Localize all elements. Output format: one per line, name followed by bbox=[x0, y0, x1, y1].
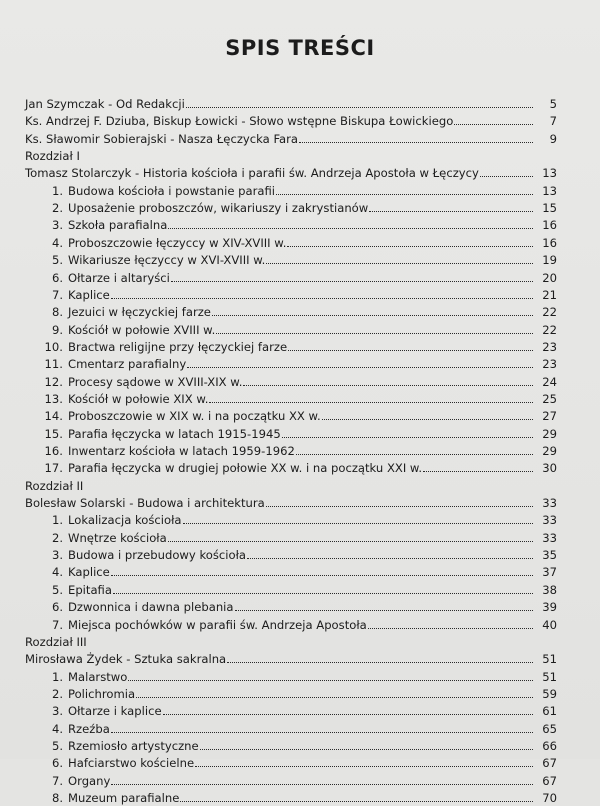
chapter-author-title: Bolesław Solarski - Budowa i architektura bbox=[25, 496, 265, 511]
subentry-page: 22 bbox=[542, 305, 557, 320]
dot-leader bbox=[200, 738, 533, 750]
subentry-number: 17. bbox=[44, 461, 63, 476]
subentry-page: 61 bbox=[542, 704, 557, 719]
dot-leader bbox=[168, 217, 533, 229]
chapter-author-title: Mirosława Żydek - Sztuka sakralna bbox=[25, 652, 227, 667]
subentry-page: 38 bbox=[542, 582, 557, 597]
toc-subentry bbox=[0, 374, 600, 390]
subentry-page: 25 bbox=[542, 391, 557, 406]
subentry-title: Uposażenie proboszczów, wikariuszy i zakrystianów bbox=[68, 201, 369, 216]
subentry-title: Proboszczowie w XIX w. i na początku XX w. bbox=[68, 409, 321, 424]
subentry-page: 40 bbox=[542, 617, 557, 632]
chapter-author-title: Tomasz Stolarczyk - Historia kościoła i parafii św. Andrzeja Apostoła w Łęczycy bbox=[25, 166, 479, 181]
toc-subentry bbox=[0, 183, 600, 199]
subentry-page: 33 bbox=[542, 530, 557, 545]
subentry-number: 7. bbox=[51, 773, 63, 788]
subentry-title: Ołtarze i altaryści bbox=[68, 270, 170, 285]
toc-subentry bbox=[0, 339, 600, 355]
toc-subentry bbox=[0, 356, 600, 372]
subentry-number: 8. bbox=[51, 305, 63, 320]
subentry-page: 27 bbox=[542, 409, 557, 424]
subentry-title: Lokalizacja kościoła bbox=[68, 513, 182, 528]
subentry-page: 39 bbox=[542, 600, 557, 615]
subentry-title: Rzemiosło artystyczne bbox=[68, 738, 199, 753]
subentry-number: 16. bbox=[44, 444, 63, 458]
toc-subentry bbox=[0, 270, 600, 286]
toc-subentry bbox=[0, 287, 600, 303]
subentry-title: Bractwa religijne przy łęczyckiej farze bbox=[68, 339, 288, 354]
subentry-number: 6. bbox=[51, 600, 63, 615]
subentry-title: Wnętrze kościoła bbox=[68, 530, 167, 545]
toc-subentry bbox=[0, 738, 600, 754]
subentry-title: Polichromia bbox=[68, 686, 136, 701]
dot-leader bbox=[111, 287, 533, 299]
subentry-page: 67 bbox=[542, 773, 557, 788]
subentry-page: 51 bbox=[542, 669, 557, 684]
toc-entry bbox=[0, 113, 600, 129]
toc-subentry bbox=[0, 391, 600, 407]
subentry-page: 66 bbox=[542, 738, 557, 753]
subentry-title: Rzeźba bbox=[68, 721, 110, 736]
dot-leader bbox=[111, 564, 533, 576]
chapter-title-row bbox=[0, 495, 600, 511]
toc-subentry bbox=[0, 304, 600, 320]
toc-subentry bbox=[0, 617, 600, 633]
subentry-number: 5. bbox=[51, 582, 63, 597]
subentry-number: 9. bbox=[51, 322, 63, 337]
toc-subentry bbox=[0, 599, 600, 615]
subentry-page: 70 bbox=[542, 791, 557, 805]
dot-leader bbox=[180, 790, 533, 802]
entry-title: Ks. Andrzej F. Dziuba, Biskup Łowicki - Słowo wstępne Biskupa Łowickiego bbox=[25, 114, 454, 129]
subentry-number: 4. bbox=[51, 565, 63, 580]
chapter-heading-row bbox=[0, 478, 600, 494]
subentry-number: 1. bbox=[51, 183, 63, 198]
toc-subentry bbox=[0, 790, 600, 806]
subentry-page: 65 bbox=[542, 721, 557, 736]
subentry-page: 35 bbox=[542, 548, 557, 563]
chapter-heading-row bbox=[0, 634, 600, 650]
subentry-number: 7. bbox=[51, 617, 63, 632]
subentry-number: 7. bbox=[51, 287, 63, 302]
subentry-page: 16 bbox=[542, 235, 557, 250]
dot-leader bbox=[288, 339, 533, 351]
subentry-number: 2. bbox=[51, 201, 63, 216]
subentry-title: Szkoła parafialna bbox=[68, 218, 168, 233]
chapter-page: 13 bbox=[542, 166, 557, 181]
subentry-number: 10. bbox=[44, 339, 63, 354]
subentry-number: 1. bbox=[51, 669, 63, 684]
subentry-page: 21 bbox=[542, 287, 557, 302]
toc-subentry bbox=[0, 721, 600, 737]
dot-leader bbox=[235, 599, 533, 611]
dot-leader bbox=[163, 703, 533, 715]
subentry-page: 19 bbox=[542, 253, 557, 268]
dot-leader bbox=[171, 270, 533, 282]
subentry-page: 20 bbox=[542, 270, 557, 285]
subentry-number: 11. bbox=[44, 357, 63, 372]
chapter-heading: Rozdział III bbox=[25, 634, 87, 649]
chapter-page: 51 bbox=[542, 652, 557, 667]
toc-subentry bbox=[0, 235, 600, 251]
dot-leader bbox=[247, 547, 533, 559]
subentry-number: 1. bbox=[51, 513, 63, 528]
dot-leader bbox=[282, 426, 533, 438]
toc-subentry bbox=[0, 669, 600, 685]
dot-leader bbox=[287, 235, 533, 247]
dot-leader bbox=[183, 512, 533, 524]
subentry-title: Organy bbox=[68, 773, 111, 788]
dot-leader bbox=[212, 304, 533, 316]
subentry-number: 3. bbox=[51, 218, 63, 233]
dot-leader bbox=[299, 131, 533, 143]
toc-subentry bbox=[0, 564, 600, 580]
page-title: SPIS TREŚCI bbox=[225, 36, 375, 60]
dot-leader bbox=[187, 356, 533, 368]
dot-leader bbox=[423, 460, 533, 472]
toc-subentry bbox=[0, 426, 600, 442]
subentry-title: Muzeum parafialne bbox=[68, 791, 180, 805]
dot-leader bbox=[168, 530, 533, 542]
subentry-title: Wikariusze łęczyccy w XVI-XVIII w. bbox=[68, 253, 266, 268]
subentry-number: 3. bbox=[51, 548, 63, 563]
toc-subentry bbox=[0, 408, 600, 424]
dot-leader bbox=[322, 408, 533, 420]
subentry-number: 2. bbox=[51, 686, 63, 701]
subentry-title: Epitafia bbox=[68, 582, 112, 597]
dot-leader bbox=[276, 183, 533, 195]
toc-subentry bbox=[0, 512, 600, 528]
subentry-page: 37 bbox=[542, 565, 557, 580]
subentry-number: 13. bbox=[44, 391, 63, 406]
chapter-heading: Rozdział I bbox=[25, 149, 80, 164]
subentry-number: 15. bbox=[44, 426, 63, 441]
entry-title: Jan Szymczak - Od Redakcji bbox=[25, 97, 185, 111]
subentry-title: Budowa i przebudowy kościoła bbox=[68, 548, 246, 563]
subentry-title: Kaplice bbox=[68, 287, 110, 302]
subentry-title: Budowa kościoła i powstanie parafii bbox=[68, 183, 276, 198]
subentry-page: 59 bbox=[542, 686, 557, 701]
entry-page: 5 bbox=[549, 97, 557, 111]
subentry-page: 15 bbox=[542, 201, 557, 216]
chapter-heading-row bbox=[0, 148, 600, 164]
subentry-title: Cmentarz parafialny bbox=[68, 357, 187, 372]
subentry-number: 6. bbox=[51, 270, 63, 285]
toc-subentry bbox=[0, 217, 600, 233]
toc-entry bbox=[0, 131, 600, 147]
dot-leader bbox=[266, 495, 533, 507]
toc-subentry bbox=[0, 460, 600, 476]
dot-leader bbox=[111, 721, 533, 733]
toc-subentry bbox=[0, 547, 600, 563]
toc-subentry bbox=[0, 443, 600, 459]
subentry-number: 4. bbox=[51, 235, 63, 250]
entry-title: Ks. Sławomir Sobierajski - Nasza Łęczycka Fara bbox=[25, 131, 299, 146]
toc-subentry bbox=[0, 773, 600, 789]
dot-leader bbox=[111, 773, 533, 785]
subentry-number: 12. bbox=[44, 374, 63, 389]
chapter-page: 33 bbox=[542, 496, 557, 511]
subentry-title: Kościół w połowie XIX w. bbox=[68, 391, 209, 406]
subentry-page: 23 bbox=[542, 357, 557, 372]
subentry-page: 24 bbox=[542, 374, 557, 389]
subentry-number: 5. bbox=[51, 738, 63, 753]
toc-entry bbox=[0, 96, 600, 112]
subentry-page: 22 bbox=[542, 322, 557, 337]
toc-subentry bbox=[0, 582, 600, 598]
dot-leader bbox=[209, 391, 533, 403]
chapter-heading: Rozdział II bbox=[25, 478, 84, 493]
subentry-title: Ołtarze i kaplice bbox=[68, 704, 162, 719]
toc-subentry bbox=[0, 755, 600, 771]
subentry-title: Malarstwo bbox=[68, 669, 128, 684]
toc-subentry bbox=[0, 703, 600, 719]
subentry-title: Proboszczowie łęczyccy w XIV-XVIII w. bbox=[68, 235, 287, 250]
dot-leader bbox=[480, 165, 533, 177]
dot-leader bbox=[128, 669, 533, 681]
dot-leader bbox=[266, 252, 533, 264]
subentry-title: Miejsca pochówków w parafii św. Andrzeja Apostoła bbox=[68, 617, 367, 632]
toc-subentry bbox=[0, 686, 600, 702]
dot-leader bbox=[369, 200, 533, 212]
entry-page: 9 bbox=[549, 131, 557, 146]
toc-subentry bbox=[0, 530, 600, 546]
subentry-number: 14. bbox=[44, 409, 63, 424]
subentry-number: 5. bbox=[51, 253, 63, 268]
dot-leader bbox=[243, 374, 533, 386]
subentry-title: Parafia łęczycka w drugiej połowie XX w. i na początku XXI w. bbox=[68, 461, 423, 476]
dot-leader bbox=[195, 755, 533, 767]
subentry-number: 2. bbox=[51, 530, 63, 545]
toc-subentry bbox=[0, 200, 600, 216]
subentry-number: 8. bbox=[51, 791, 63, 805]
dot-leader bbox=[227, 651, 533, 663]
subentry-title: Dzwonnica i dawna plebania bbox=[68, 600, 234, 615]
subentry-title: Kościół w połowie XVIII w. bbox=[68, 322, 216, 337]
subentry-page: 13 bbox=[542, 183, 557, 198]
toc-subentry bbox=[0, 252, 600, 268]
subentry-title: Hafciarstwo kościelne bbox=[68, 756, 195, 771]
subentry-page: 67 bbox=[542, 756, 557, 771]
subentry-page: 30 bbox=[542, 461, 557, 476]
subentry-page: 16 bbox=[542, 218, 557, 233]
entry-page: 7 bbox=[549, 114, 557, 129]
dot-leader bbox=[186, 96, 533, 108]
dot-leader bbox=[216, 322, 533, 334]
subentry-number: 6. bbox=[51, 756, 63, 771]
dot-leader bbox=[454, 113, 533, 125]
subentry-page: 33 bbox=[542, 513, 557, 528]
subentry-page: 29 bbox=[542, 426, 557, 441]
subentry-title: Inwentarz kościoła w latach 1959-1962 bbox=[68, 444, 295, 458]
subentry-title: Jezuici w łęczyckiej farze bbox=[68, 305, 211, 320]
subentry-title: Procesy sądowe w XVIII-XIX w. bbox=[68, 374, 243, 389]
subentry-number: 4. bbox=[51, 721, 63, 736]
subentry-page: 29 bbox=[542, 444, 557, 458]
dot-leader bbox=[113, 582, 533, 594]
subentry-title: Kaplice bbox=[68, 565, 110, 580]
dot-leader bbox=[296, 443, 533, 455]
dot-leader bbox=[136, 686, 533, 698]
dot-leader bbox=[368, 617, 533, 629]
chapter-title-row bbox=[0, 651, 600, 667]
subentry-number: 3. bbox=[51, 704, 63, 719]
toc-subentry bbox=[0, 322, 600, 338]
chapter-title-row bbox=[0, 165, 600, 181]
subentry-title: Parafia łęczycka w latach 1915-1945 bbox=[68, 426, 281, 441]
subentry-page: 23 bbox=[542, 339, 557, 354]
